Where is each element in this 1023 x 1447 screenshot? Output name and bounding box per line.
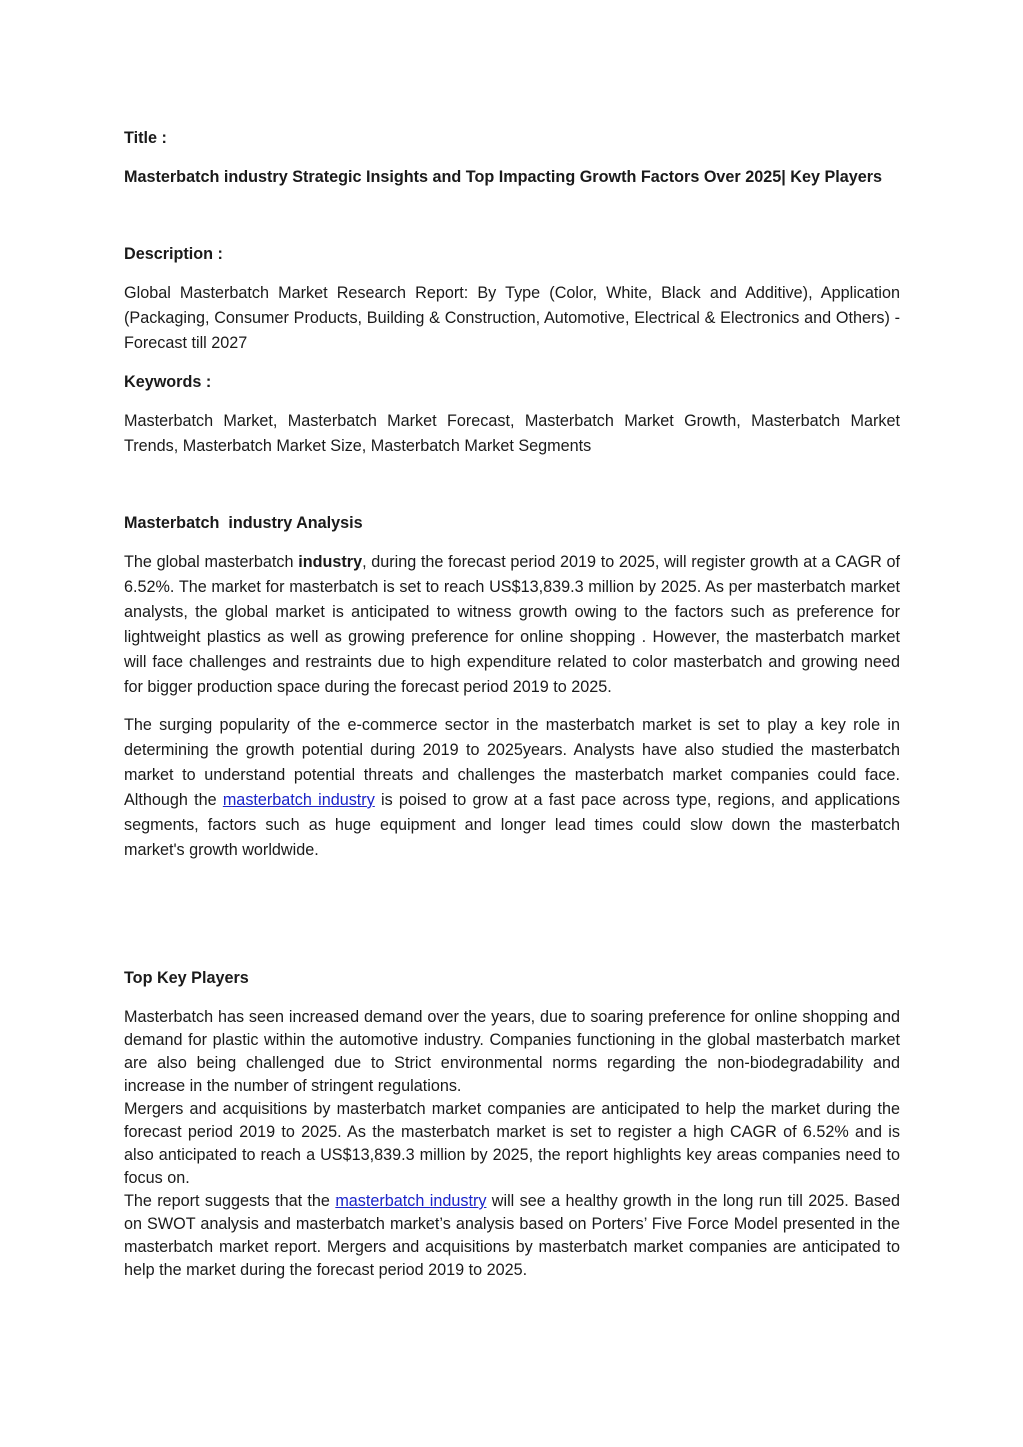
description-label: Description : [124, 245, 223, 263]
keywords-text: Masterbatch Market, Masterbatch Market Forecast, Masterbatch Market Growth, Masterbatch Market Trends, Masterbatch Market Size, Masterbatch Market Segments [124, 412, 900, 455]
document-page [124, 120, 900, 1282]
document-title: Masterbatch industry Strategic Insights and Top Impacting Growth Factors Over 2025| Key Players [124, 168, 883, 186]
analysis-p2-rest: is poised to grow at a fast pace across type, regions, and applications segments, factors such as huge equipment and longer lead times could slow down the masterbatch market's growth worldwide. [124, 791, 901, 859]
title-label: Title : [124, 129, 167, 147]
analysis-p1-start: The global masterbatch [124, 553, 299, 571]
analysis-heading: Masterbatch industry Analysis [124, 514, 363, 532]
players-heading: Top Key Players [124, 969, 249, 987]
players-p3-start: The report suggests that the [124, 1192, 336, 1210]
masterbatch-industry-link-1[interactable]: masterbatch industry [222, 791, 375, 809]
description-text: Global Masterbatch Market Research Report: By Type (Color, White, Black and Additive), Application (Packaging, Consumer Products, Building & Construction, Automotive, Electrical & Electronics and Others) - Forecast till 2027 [124, 284, 900, 352]
keywords-label: Keywords : [124, 373, 212, 391]
analysis-p1-rest: , during the forecast period 2019 to 2025, will register growth at a CAGR of 6.52%. The market for masterbatch is set to reach US$13,839.3 million by 2025. As per masterbatch market analysts, the global market is anticipated to witness growth owing to the factors such as preference for lightweight plastics as well as growing preference for online shopping . However, the masterbatch market will face challenges and restraints due to high expenditure related to color masterbatch and growing need for bigger production space during the forecast period 2019 to 2025. [124, 553, 900, 696]
players-paragraph-2: Mergers and acquisitions by masterbatch market companies are anticipated to help the market during the forecast period 2019 to 2025. As the masterbatch market is set to register a high CAGR of 6.52% and is also anticipated to reach a US$13,839.3 million by 2025, the report highlights key areas companies need to focus on. [124, 1100, 900, 1187]
analysis-paragraph-2 [124, 713, 900, 863]
players-paragraph-3 [124, 1190, 900, 1282]
analysis-p1-bold: industry [298, 553, 363, 571]
players-p3-rest: will see a healthy growth in the long run till 2025. Based on SWOT analysis and masterbatch market’s analysis based on Porters’ Five Force Model presented in the masterbatch market report. Mergers and acquisitions by masterbatch market companies are anticipated to help the market during the forecast period 2019 to 2025. [124, 1192, 900, 1279]
masterbatch-industry-link-2[interactable]: masterbatch industry [335, 1192, 487, 1210]
players-paragraph-1: Masterbatch has seen increased demand over the years, due to soaring preference for online shopping and demand for plastic within the automotive industry. Companies functioning in the global masterbatch market are also being challenged due to Strict environmental norms regarding the non-biodegradability and increase in the number of stringent regulations. [124, 1008, 900, 1095]
analysis-paragraph-1 [124, 550, 900, 700]
analysis-p2-start: The surging popularity of the e-commerce sector in the masterbatch market is set to play a key role in determining the growth potential during 2019 to 2025years. Analysts have also studied the masterbatch market to understand potential threats and challenges the masterbatch market companies could face. Although the [124, 716, 900, 809]
